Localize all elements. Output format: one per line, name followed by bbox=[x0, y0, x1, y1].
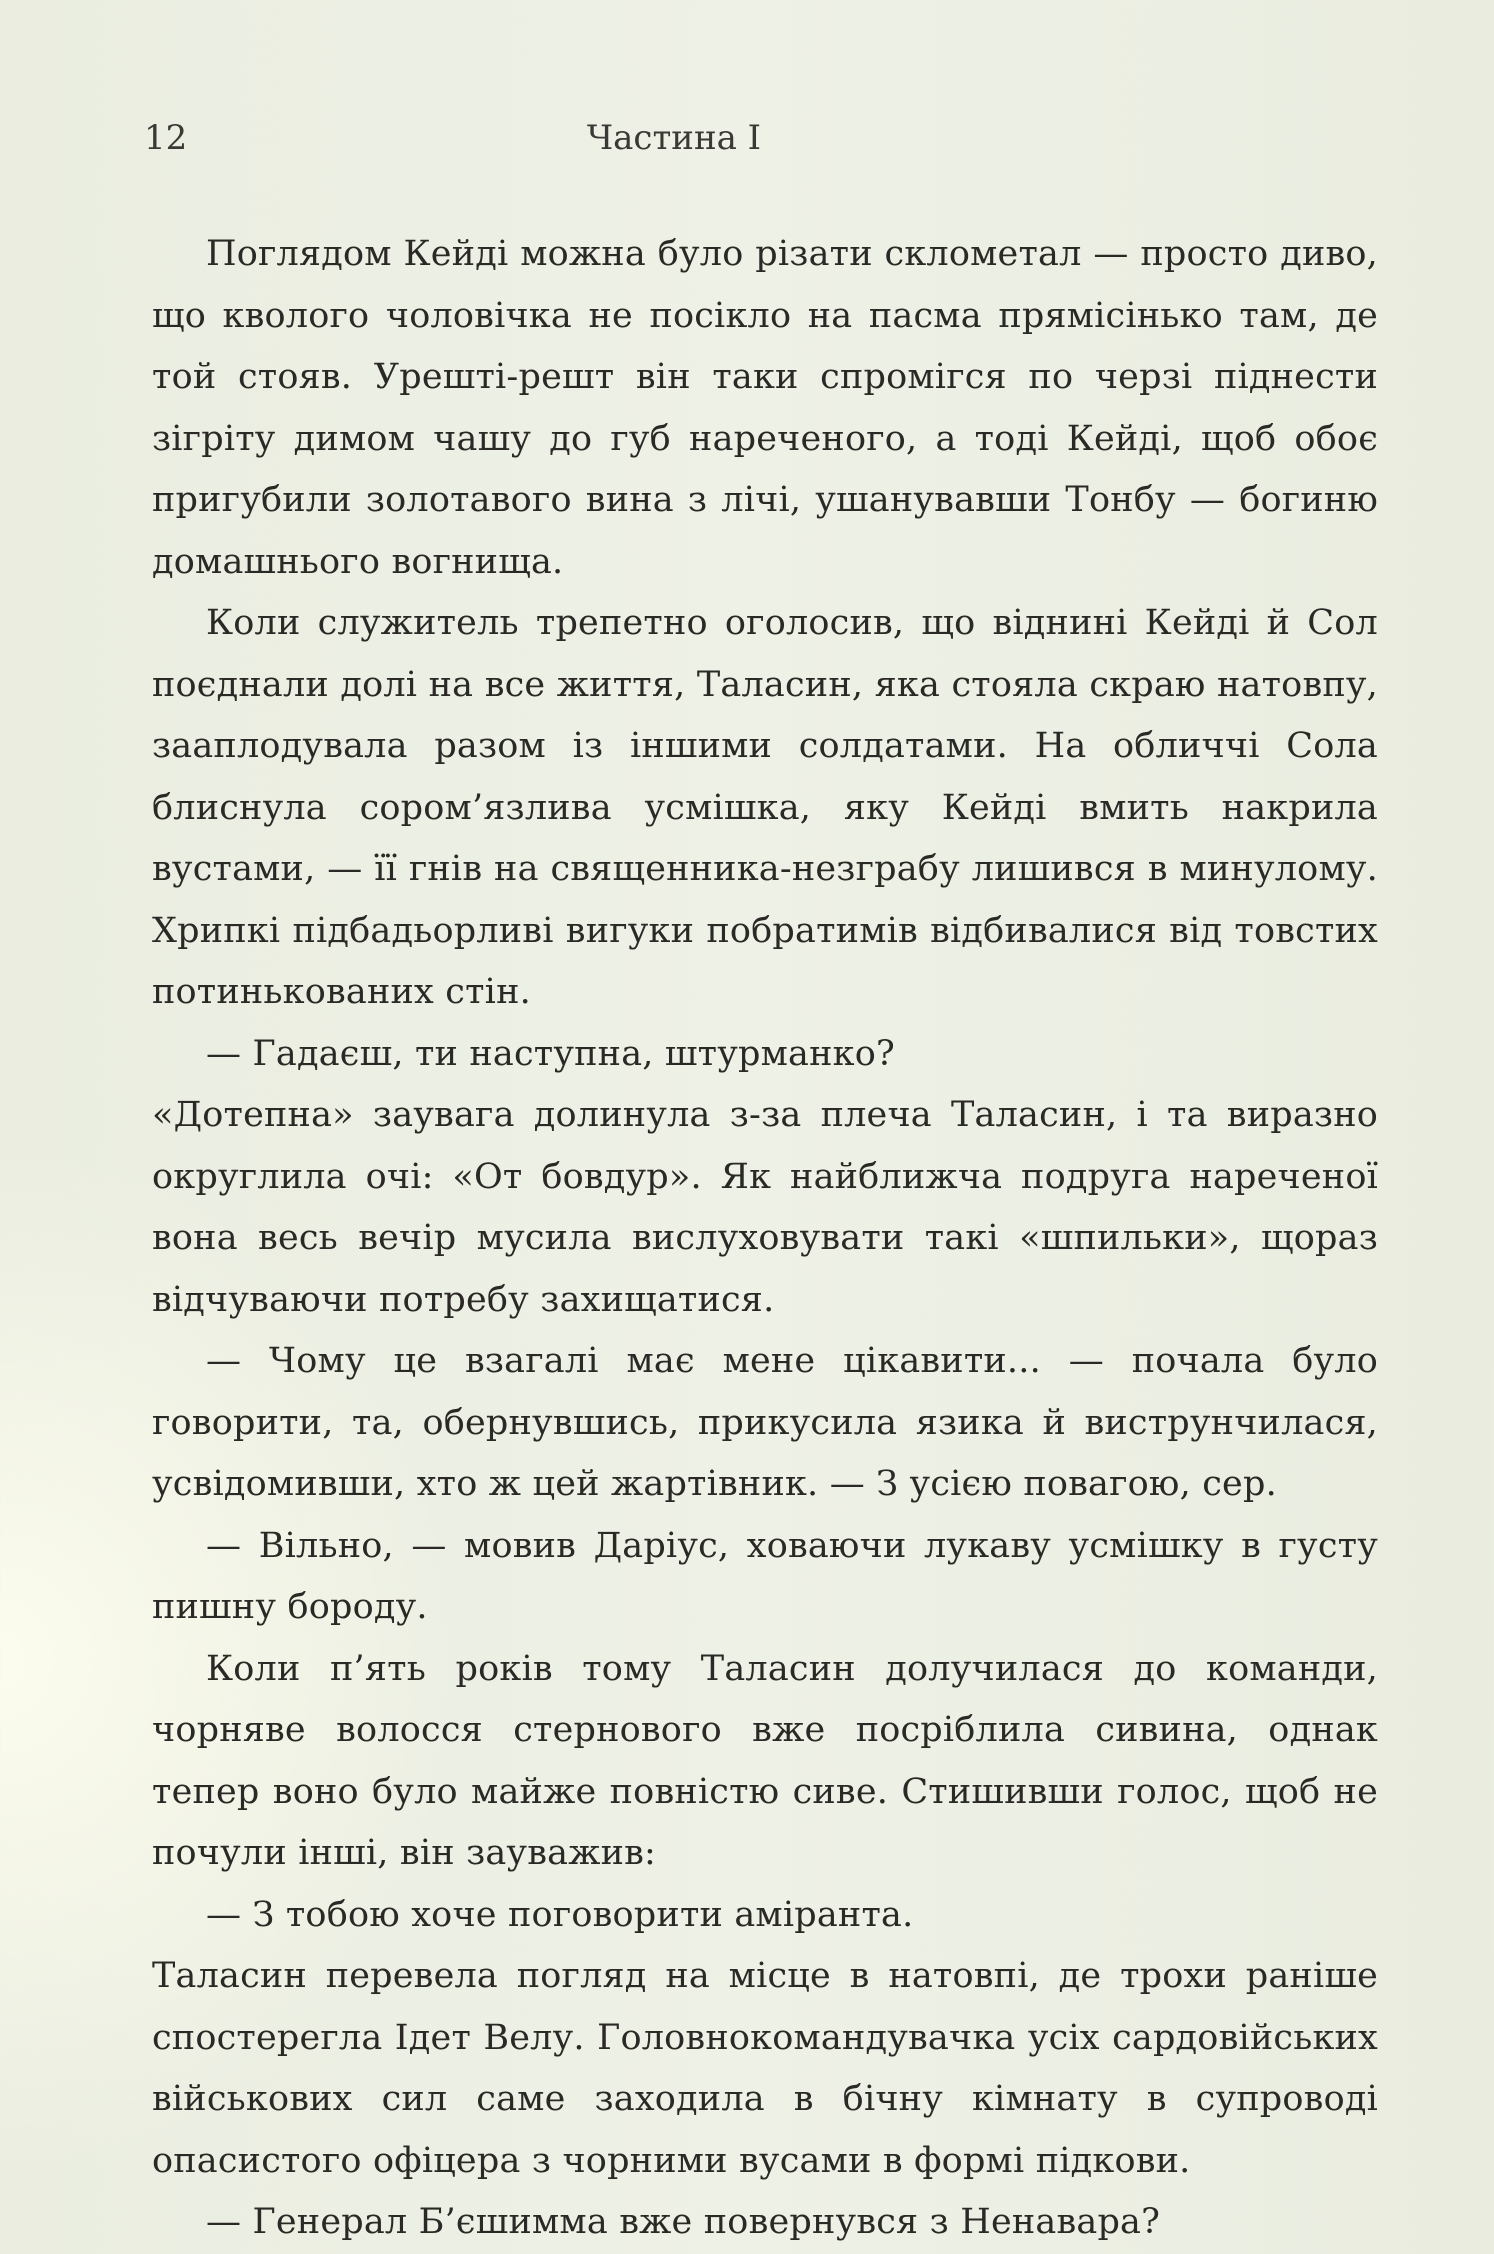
paragraph: — Вільно, — мовив Даріус, ховаючи лукаву усмішку в густу пишну бороду. bbox=[152, 1525, 1378, 1627]
paragraph: — Генерал Б’єшимма вже повернувся з Ненавара? bbox=[206, 2202, 1161, 2242]
paragraph: Таласин перевела погляд на місце в натовпі, де трохи раніше спостерегла Ідет Велу. Головнокомандувачка усіх сардовійських військових сил саме заходила в бічну кімнату в супроводі опасистого офіцера з чорними вусами в формі підкови. bbox=[152, 1956, 1378, 2181]
paragraph: «Дотепна» заувага долинула з-за плеча Таласин, і та виразно округлила очі: «От бовдур». Як найближча подруга нареченої вона весь вечір мусила вислуховувати такі «шпильки», щораз відчуваючи потребу захищатися. bbox=[152, 1095, 1378, 1320]
paragraph: Коли п’ять років тому Таласин долучилася до команди, чорняве волосся стернового вже посріблила сивина, однак тепер воно було майже повністю сиве. Стишивши голос, щоб не почули інші, він зауважив: bbox=[152, 1648, 1378, 1873]
page-number: 12 bbox=[144, 118, 188, 158]
body-text bbox=[152, 224, 1378, 2254]
paragraph: — З тобою хоче поговорити аміранта. bbox=[206, 1894, 914, 1935]
page-header bbox=[144, 118, 1384, 168]
paragraph: Коли служитель трепетно оголосив, що віднині Кейді й Сол поєднали долі на все життя, Таласин, яка стояла скраю натовпу, зааплодувала разом із іншими солдатами. На обличчі Сола блиснула сором’язлива усмішка, яку Кейді вмить накрила вустами, — її гнів на священника-незграбу лишився в минулому. Хрипкі підбадьорливі вигуки побратимів відбивалися від товстих потинькованих стін. bbox=[152, 603, 1378, 1012]
running-title: Частина I bbox=[586, 118, 762, 158]
paragraph: — Чому це взагалі має мене цікавити... — почала було говорити, та, обернувшись, прикусила язика й виструнчилася, усвідомивши, хто ж цей жартівник. — З усією повагою, сер. bbox=[152, 1341, 1378, 1504]
paragraph: — Гадаєш, ти наступна, штурманко? bbox=[206, 1033, 895, 1074]
paragraph: Поглядом Кейді можна було різати склометал — просто диво, що кволого чоловічка не посікло на пасма прямісінько там, де той стояв. Урешті-решт він таки спромігся по черзі піднести зігріту димом чашу до губ нареченого, а тоді Кейді, щоб обоє пригубили золотавого вина з лічі, ушанувавши Тонбу — богиню домашнього вогнища. bbox=[152, 234, 1378, 582]
